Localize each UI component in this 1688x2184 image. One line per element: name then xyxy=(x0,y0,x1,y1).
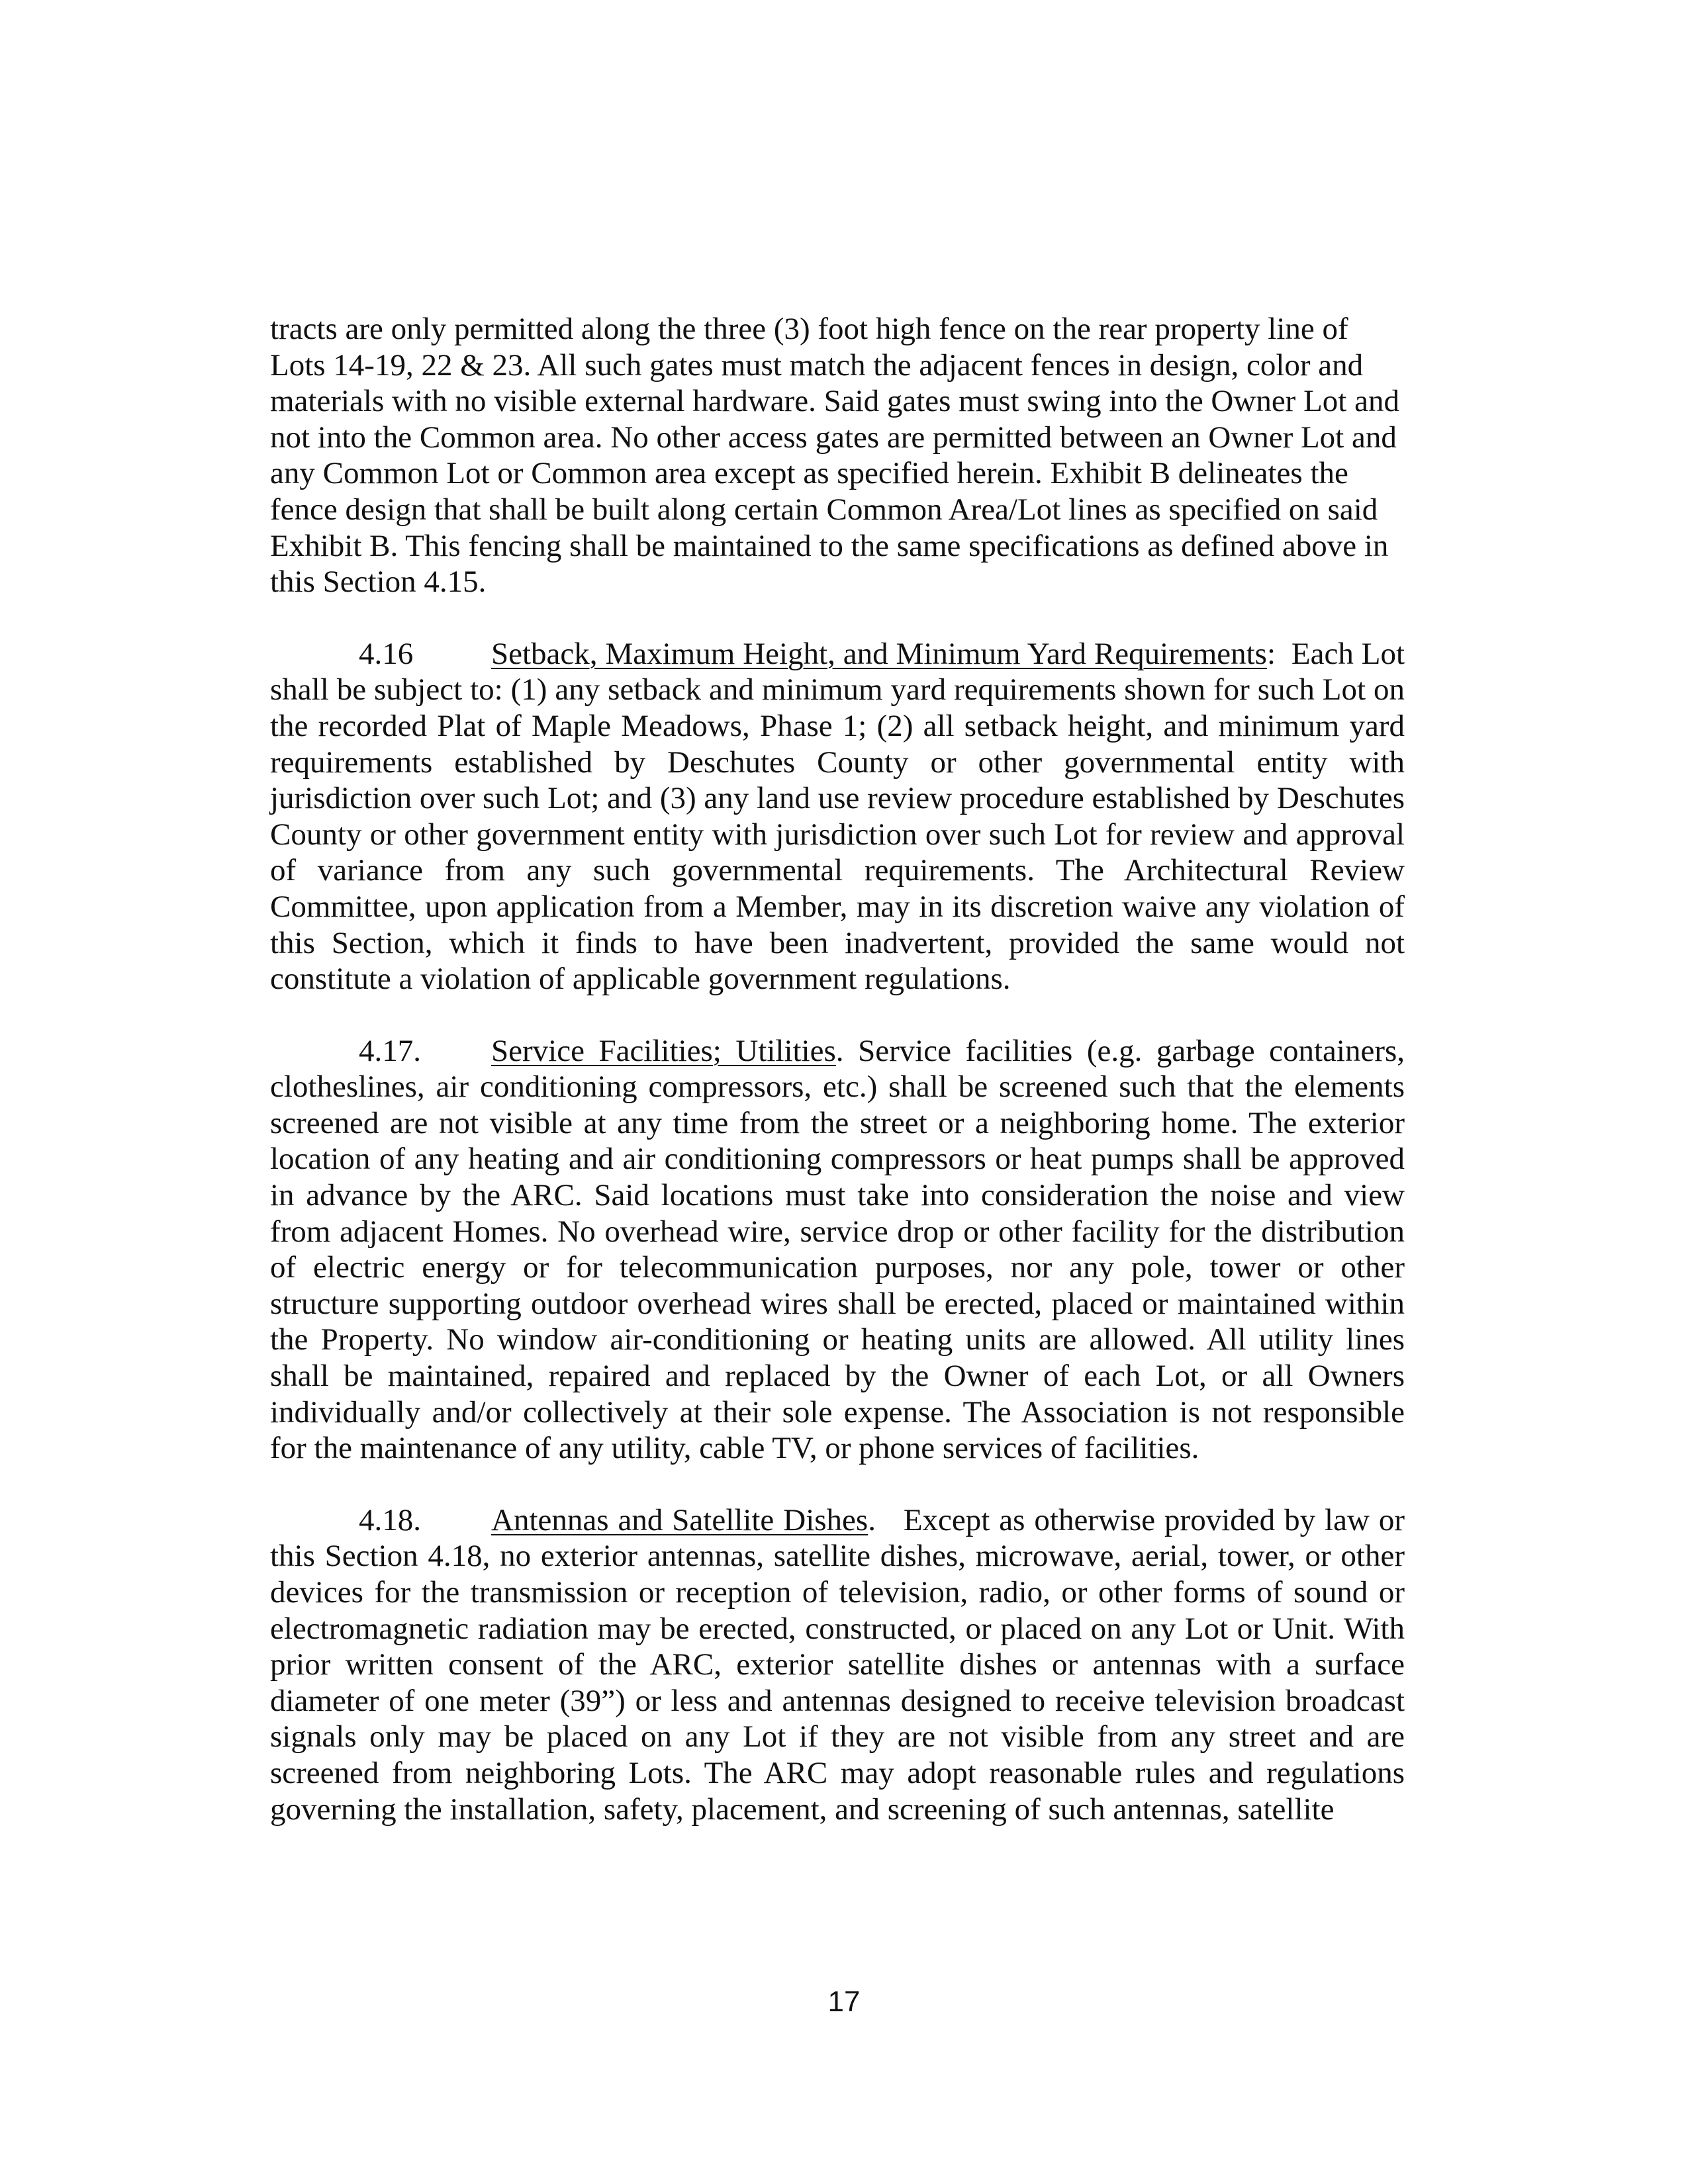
heading-separator: : xyxy=(1266,636,1276,671)
section-text: Service facilities (e.g. garbage containers, clotheslines, air conditioning compressors, etc.) shall be screened such that the elements screened are not visible at any time from the street or a neighboring home. The exterior location of any heating and air conditioning compressors or heat pumps shall be approved in advance by the ARC. Said locations must take into consideration the noise and view from adjacent Homes. No overhead wire, service drop or other facility for the distribution of electric energy or for telecommunication purposes, nor any pole, tower or other structure supporting outdoor overhead wires shall be erected, placed or maintained within the Property. No window air-conditioning or heating units are allowed. All utility lines shall be maintained, repaired and replaced by the Owner of each Lot, or all Owners individually and/or collectively at their sole expense. The Association is not responsible for the maintenance of any utility, cable TV, or phone services of facilities. xyxy=(270,1033,1405,1466)
page-number: 17 xyxy=(827,1985,861,2018)
section-heading: Antennas and Satellite Dishes xyxy=(491,1502,868,1537)
section-heading: Service Facilities; Utilities xyxy=(491,1033,836,1068)
continuation-paragraph: tracts are only permitted along the three (3) foot high fence on the rear property line of Lots 14-19, 22 & 23. All such gates must match the adjacent fences in design, color and materials with no visible external hardware. Said gates must swing into the Owner Lot and not into the Common area. No other access gates are permitted between an Owner Lot and any Common Lot or Common area except as specified herein. Exhibit B delineates the fence design that shall be built along certain Common Area/Lot lines as specified on said Exhibit B. This fencing shall be maintained to the same specifications as defined above in this Section 4.15. xyxy=(270,312,1399,600)
section-number: 4.18. xyxy=(359,1502,421,1537)
section-text: Except as otherwise provided by law or this Section 4.18, no exterior antennas, satellite dishes, microwave, aerial, tower, or other devices for the transmission or reception of television, radio, or other forms of sound or electromagnetic radiation may be erected, constructed, or placed on any Lot or Unit. With prior written consent of the ARC, exterior satellite dishes or antennas with a surface diameter of one meter (39”) or less and antennas designed to receive television broadcast signals only may be placed on any Lot if they are not visible from any street and are screened from neighboring Lots. The ARC may adopt reasonable rules and regulations governing the installation, safety, placement, and screening of such antennas, satellite xyxy=(270,1502,1405,1827)
heading-separator: . xyxy=(835,1033,844,1068)
heading-separator: . xyxy=(868,1502,876,1537)
section-number: 4.16 xyxy=(359,636,414,671)
section-4-17 xyxy=(270,1033,1405,1467)
section-4-16 xyxy=(270,636,1405,997)
section-heading: Setback, Maximum Height, and Minimum Yard Requirements xyxy=(491,636,1267,671)
document-body xyxy=(270,311,1405,1863)
section-text: Each Lot shall be subject to: (1) any setback and minimum yard requirements shown for such Lot on the recorded Plat of Maple Meadows, Phase 1; (2) all setback height, and minimum yard requirements established by Deschutes County or other governmental entity with jurisdiction over such Lot; and (3) any land use review procedure established by Deschutes County or other government entity with jurisdiction over such Lot for review and approval of variance from any such governmental requirements. The Architectural Review Committee, upon application from a Member, may in its discretion waive any violation of this Section, which it finds to have been inadvertent, provided the same would not constitute a violation of applicable government regulations. xyxy=(270,636,1405,997)
section-4-18 xyxy=(270,1502,1405,1827)
section-number: 4.17. xyxy=(359,1033,421,1068)
